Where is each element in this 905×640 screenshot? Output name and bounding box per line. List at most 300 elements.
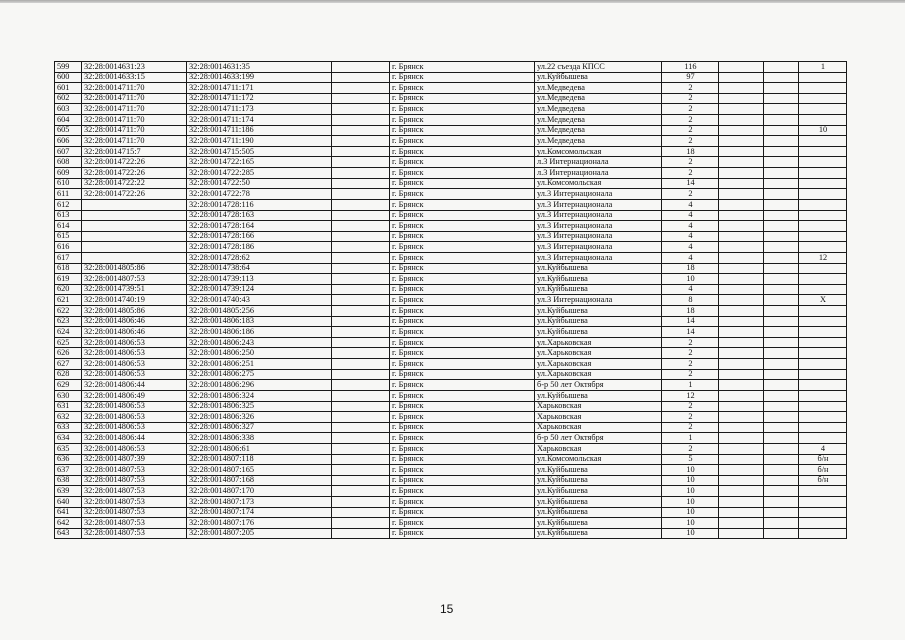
row-number-cell: 629 xyxy=(55,380,82,391)
city-cell: г. Брянск xyxy=(390,136,535,147)
empty-cell xyxy=(764,210,799,221)
table-row xyxy=(55,104,847,115)
empty-cell xyxy=(332,295,390,306)
house-number-cell: 4 xyxy=(662,199,719,210)
row-number-cell: 634 xyxy=(55,433,82,444)
row-number-cell: 620 xyxy=(55,284,82,295)
street-cell: л.3 Интернационала xyxy=(535,157,662,168)
note-cell xyxy=(799,189,847,200)
empty-cell xyxy=(764,125,799,136)
empty-cell xyxy=(719,210,764,221)
row-number-cell: 625 xyxy=(55,337,82,348)
table-row xyxy=(55,189,847,200)
empty-cell xyxy=(332,306,390,317)
street-cell: ул.Куйбышева xyxy=(535,465,662,476)
row-number-cell: 639 xyxy=(55,486,82,497)
note-cell xyxy=(799,390,847,401)
house-number-cell: 8 xyxy=(662,295,719,306)
note-cell xyxy=(799,433,847,444)
land-cadastral-number-cell: 32:28:0014806:53 xyxy=(82,348,187,359)
empty-cell xyxy=(332,199,390,210)
note-cell xyxy=(799,284,847,295)
empty-cell xyxy=(719,221,764,232)
object-cadastral-number-cell: 32:28:0014807:174 xyxy=(187,507,332,518)
note-cell xyxy=(799,274,847,285)
row-number-cell: 628 xyxy=(55,369,82,380)
land-cadastral-number-cell: 32:28:0014807:53 xyxy=(82,274,187,285)
empty-cell xyxy=(764,433,799,444)
land-cadastral-number-cell: 32:28:0014740:19 xyxy=(82,295,187,306)
row-number-cell: 611 xyxy=(55,189,82,200)
empty-cell xyxy=(719,422,764,433)
object-cadastral-number-cell: 32:28:0014806:186 xyxy=(187,327,332,338)
land-cadastral-number-cell: 32:28:0014711:70 xyxy=(82,93,187,104)
row-number-cell: 631 xyxy=(55,401,82,412)
land-cadastral-number-cell xyxy=(82,221,187,232)
empty-cell xyxy=(332,454,390,465)
object-cadastral-number-cell: 32:28:0014807:118 xyxy=(187,454,332,465)
land-cadastral-number-cell xyxy=(82,252,187,263)
row-number-cell: 603 xyxy=(55,104,82,115)
row-number-cell: 632 xyxy=(55,412,82,423)
table-row xyxy=(55,475,847,486)
row-number-cell: 614 xyxy=(55,221,82,232)
object-cadastral-number-cell: 32:28:0014711:190 xyxy=(187,136,332,147)
city-cell: г. Брянск xyxy=(390,242,535,253)
street-cell: ул.3 Интернационала xyxy=(535,210,662,221)
house-number-cell: 4 xyxy=(662,242,719,253)
row-number-cell: 643 xyxy=(55,528,82,539)
note-cell xyxy=(799,337,847,348)
note-cell xyxy=(799,199,847,210)
city-cell: г. Брянск xyxy=(390,443,535,454)
row-number-cell: 610 xyxy=(55,178,82,189)
street-cell: ул.Медведева xyxy=(535,83,662,94)
note-cell: 12 xyxy=(799,252,847,263)
object-cadastral-number-cell: 32:28:0014739:113 xyxy=(187,274,332,285)
empty-cell xyxy=(764,274,799,285)
city-cell: г. Брянск xyxy=(390,316,535,327)
empty-cell xyxy=(719,443,764,454)
street-cell: ул.Куйбышева xyxy=(535,390,662,401)
land-cadastral-number-cell: 32:28:0014806:53 xyxy=(82,337,187,348)
empty-cell xyxy=(719,454,764,465)
empty-cell xyxy=(764,306,799,317)
row-number-cell: 627 xyxy=(55,359,82,370)
city-cell: г. Брянск xyxy=(390,306,535,317)
house-number-cell: 12 xyxy=(662,390,719,401)
empty-cell xyxy=(764,528,799,539)
note-cell xyxy=(799,518,847,529)
empty-cell xyxy=(332,486,390,497)
street-cell: ул.Медведева xyxy=(535,93,662,104)
empty-cell xyxy=(764,199,799,210)
house-number-cell: 116 xyxy=(662,62,719,73)
land-cadastral-number-cell: 32:28:0014807:53 xyxy=(82,475,187,486)
empty-cell xyxy=(719,274,764,285)
empty-cell xyxy=(764,422,799,433)
table-row xyxy=(55,465,847,476)
empty-cell xyxy=(332,443,390,454)
street-cell: ул.Медведева xyxy=(535,125,662,136)
table-row xyxy=(55,136,847,147)
street-cell: ул.Куйбышева xyxy=(535,263,662,274)
street-cell: ул.Куйбышева xyxy=(535,496,662,507)
land-cadastral-number-cell: 32:28:0014805:86 xyxy=(82,306,187,317)
note-cell xyxy=(799,83,847,94)
row-number-cell: 636 xyxy=(55,454,82,465)
empty-cell xyxy=(719,72,764,83)
land-cadastral-number-cell: 32:28:0014806:46 xyxy=(82,327,187,338)
empty-cell xyxy=(332,115,390,126)
empty-cell xyxy=(332,327,390,338)
note-cell xyxy=(799,528,847,539)
house-number-cell: 2 xyxy=(662,412,719,423)
house-number-cell: 2 xyxy=(662,348,719,359)
land-cadastral-number-cell: 32:28:0014806:49 xyxy=(82,390,187,401)
land-cadastral-number-cell: 32:28:0014711:70 xyxy=(82,136,187,147)
street-cell: ул.Куйбышева xyxy=(535,475,662,486)
empty-cell xyxy=(719,295,764,306)
house-number-cell: 10 xyxy=(662,528,719,539)
city-cell: г. Брянск xyxy=(390,327,535,338)
object-cadastral-number-cell: 32:28:0014711:186 xyxy=(187,125,332,136)
house-number-cell: 18 xyxy=(662,263,719,274)
city-cell: г. Брянск xyxy=(390,369,535,380)
table-row xyxy=(55,359,847,370)
empty-cell xyxy=(332,263,390,274)
empty-cell xyxy=(332,125,390,136)
street-cell: ул.3 Интернационала xyxy=(535,199,662,210)
object-cadastral-number-cell: 32:28:0014807:168 xyxy=(187,475,332,486)
empty-cell xyxy=(719,168,764,179)
land-cadastral-number-cell: 32:28:0014722:26 xyxy=(82,189,187,200)
note-cell xyxy=(799,178,847,189)
empty-cell xyxy=(764,157,799,168)
empty-cell xyxy=(332,221,390,232)
street-cell: ул.3 Интернационала xyxy=(535,189,662,200)
object-cadastral-number-cell: 32:28:0014806:325 xyxy=(187,401,332,412)
street-cell: ул.Куйбышева xyxy=(535,72,662,83)
empty-cell xyxy=(764,72,799,83)
note-cell xyxy=(799,221,847,232)
table-row xyxy=(55,146,847,157)
empty-cell xyxy=(719,146,764,157)
row-number-cell: 612 xyxy=(55,199,82,210)
empty-cell xyxy=(719,369,764,380)
city-cell: г. Брянск xyxy=(390,263,535,274)
object-cadastral-number-cell: 32:28:0014722:285 xyxy=(187,168,332,179)
street-cell: ул.Харьковская xyxy=(535,369,662,380)
table-row xyxy=(55,496,847,507)
object-cadastral-number-cell: 32:28:0014807:173 xyxy=(187,496,332,507)
empty-cell xyxy=(764,475,799,486)
empty-cell xyxy=(764,486,799,497)
empty-cell xyxy=(332,104,390,115)
empty-cell xyxy=(332,83,390,94)
land-cadastral-number-cell: 32:28:0014722:26 xyxy=(82,157,187,168)
empty-cell xyxy=(719,528,764,539)
note-cell xyxy=(799,422,847,433)
city-cell: г. Брянск xyxy=(390,486,535,497)
house-number-cell: 2 xyxy=(662,443,719,454)
object-cadastral-number-cell: 32:28:0014806:326 xyxy=(187,412,332,423)
empty-cell xyxy=(764,104,799,115)
table-row xyxy=(55,316,847,327)
empty-cell xyxy=(764,443,799,454)
empty-cell xyxy=(764,93,799,104)
object-cadastral-number-cell: 32:28:0014740:43 xyxy=(187,295,332,306)
object-cadastral-number-cell: 32:28:0014711:172 xyxy=(187,93,332,104)
empty-cell xyxy=(764,178,799,189)
empty-cell xyxy=(719,518,764,529)
row-number-cell: 630 xyxy=(55,390,82,401)
empty-cell xyxy=(332,157,390,168)
table-row xyxy=(55,274,847,285)
object-cadastral-number-cell: 32:28:0014738:64 xyxy=(187,263,332,274)
object-cadastral-number-cell: 32:28:0014807:165 xyxy=(187,465,332,476)
empty-cell xyxy=(764,146,799,157)
row-number-cell: 623 xyxy=(55,316,82,327)
house-number-cell: 2 xyxy=(662,93,719,104)
row-number-cell: 642 xyxy=(55,518,82,529)
house-number-cell: 4 xyxy=(662,210,719,221)
empty-cell xyxy=(332,401,390,412)
note-cell xyxy=(799,507,847,518)
city-cell: г. Брянск xyxy=(390,189,535,200)
street-cell: ул.Куйбышева xyxy=(535,486,662,497)
street-cell: ул.Куйбышева xyxy=(535,327,662,338)
note-cell xyxy=(799,380,847,391)
empty-cell xyxy=(332,62,390,73)
city-cell: г. Брянск xyxy=(390,380,535,391)
empty-cell xyxy=(332,274,390,285)
note-cell xyxy=(799,412,847,423)
city-cell: г. Брянск xyxy=(390,168,535,179)
house-number-cell: 10 xyxy=(662,475,719,486)
house-number-cell: 14 xyxy=(662,178,719,189)
street-cell: ул.Медведева xyxy=(535,136,662,147)
object-cadastral-number-cell: 32:28:0014807:176 xyxy=(187,518,332,529)
object-cadastral-number-cell: 32:28:0014806:338 xyxy=(187,433,332,444)
city-cell: г. Брянск xyxy=(390,157,535,168)
note-cell xyxy=(799,359,847,370)
empty-cell xyxy=(332,348,390,359)
empty-cell xyxy=(719,475,764,486)
object-cadastral-number-cell: 32:28:0014805:256 xyxy=(187,306,332,317)
table-row xyxy=(55,422,847,433)
table-row xyxy=(55,157,847,168)
empty-cell xyxy=(719,401,764,412)
empty-cell xyxy=(332,465,390,476)
table-row xyxy=(55,518,847,529)
row-number-cell: 615 xyxy=(55,231,82,242)
house-number-cell: 4 xyxy=(662,252,719,263)
empty-cell xyxy=(719,93,764,104)
row-number-cell: 602 xyxy=(55,93,82,104)
city-cell: г. Брянск xyxy=(390,210,535,221)
row-number-cell: 606 xyxy=(55,136,82,147)
empty-cell xyxy=(764,252,799,263)
city-cell: г. Брянск xyxy=(390,146,535,157)
empty-cell xyxy=(764,507,799,518)
house-number-cell: 10 xyxy=(662,507,719,518)
city-cell: г. Брянск xyxy=(390,72,535,83)
object-cadastral-number-cell: 32:28:0014807:205 xyxy=(187,528,332,539)
street-cell: б-р 50 лет Октября xyxy=(535,380,662,391)
street-cell: ул.Харьковская xyxy=(535,348,662,359)
house-number-cell: 2 xyxy=(662,189,719,200)
land-cadastral-number-cell: 32:28:0014806:46 xyxy=(82,316,187,327)
house-number-cell: 4 xyxy=(662,231,719,242)
city-cell: г. Брянск xyxy=(390,475,535,486)
table-row xyxy=(55,412,847,423)
table-row xyxy=(55,210,847,221)
empty-cell xyxy=(332,136,390,147)
row-number-cell: 622 xyxy=(55,306,82,317)
empty-cell xyxy=(719,507,764,518)
street-cell: ул.Куйбышева xyxy=(535,528,662,539)
empty-cell xyxy=(764,390,799,401)
empty-cell xyxy=(719,486,764,497)
street-cell: б-р 50 лет Октября xyxy=(535,433,662,444)
house-number-cell: 1 xyxy=(662,433,719,444)
object-cadastral-number-cell: 32:28:0014711:171 xyxy=(187,83,332,94)
house-number-cell: 10 xyxy=(662,496,719,507)
house-number-cell: 18 xyxy=(662,146,719,157)
note-cell xyxy=(799,104,847,115)
row-number-cell: 637 xyxy=(55,465,82,476)
row-number-cell: 605 xyxy=(55,125,82,136)
row-number-cell: 599 xyxy=(55,62,82,73)
empty-cell xyxy=(764,454,799,465)
note-cell xyxy=(799,136,847,147)
empty-cell xyxy=(764,401,799,412)
note-cell xyxy=(799,146,847,157)
object-cadastral-number-cell: 32:28:0014728:164 xyxy=(187,221,332,232)
row-number-cell: 607 xyxy=(55,146,82,157)
street-cell: ул.Медведева xyxy=(535,104,662,115)
object-cadastral-number-cell: 32:28:0014633:199 xyxy=(187,72,332,83)
table-row xyxy=(55,486,847,497)
city-cell: г. Брянск xyxy=(390,284,535,295)
table-row xyxy=(55,83,847,94)
table-row xyxy=(55,115,847,126)
empty-cell xyxy=(764,242,799,253)
land-cadastral-number-cell: 32:28:0014807:39 xyxy=(82,454,187,465)
city-cell: г. Брянск xyxy=(390,337,535,348)
note-cell xyxy=(799,327,847,338)
empty-cell xyxy=(719,496,764,507)
note-cell xyxy=(799,242,847,253)
empty-cell xyxy=(719,157,764,168)
house-number-cell: 2 xyxy=(662,359,719,370)
object-cadastral-number-cell: 32:28:0014711:173 xyxy=(187,104,332,115)
street-cell: ул.Медведева xyxy=(535,115,662,126)
empty-cell xyxy=(719,390,764,401)
house-number-cell: 2 xyxy=(662,125,719,136)
note-cell xyxy=(799,348,847,359)
land-cadastral-number-cell: 32:28:0014633:15 xyxy=(82,72,187,83)
empty-cell xyxy=(719,327,764,338)
street-cell: ул.3 Интернационала xyxy=(535,252,662,263)
city-cell: г. Брянск xyxy=(390,359,535,370)
empty-cell xyxy=(764,369,799,380)
table-row xyxy=(55,454,847,465)
empty-cell xyxy=(764,168,799,179)
city-cell: г. Брянск xyxy=(390,115,535,126)
house-number-cell: 4 xyxy=(662,284,719,295)
note-cell xyxy=(799,231,847,242)
house-number-cell: 10 xyxy=(662,486,719,497)
empty-cell xyxy=(332,475,390,486)
empty-cell xyxy=(764,380,799,391)
empty-cell xyxy=(332,433,390,444)
land-cadastral-number-cell: 32:28:0014722:26 xyxy=(82,168,187,179)
object-cadastral-number-cell: 32:28:0014806:250 xyxy=(187,348,332,359)
street-cell: ул.Куйбышева xyxy=(535,518,662,529)
note-cell xyxy=(799,306,847,317)
city-cell: г. Брянск xyxy=(390,231,535,242)
house-number-cell: 2 xyxy=(662,401,719,412)
city-cell: г. Брянск xyxy=(390,422,535,433)
empty-cell xyxy=(332,210,390,221)
note-cell: X xyxy=(799,295,847,306)
note-cell: 1 xyxy=(799,62,847,73)
empty-cell xyxy=(332,178,390,189)
street-cell: Харьковская xyxy=(535,401,662,412)
object-cadastral-number-cell: 32:28:0014728:116 xyxy=(187,199,332,210)
empty-cell xyxy=(719,252,764,263)
empty-cell xyxy=(332,528,390,539)
table-row xyxy=(55,380,847,391)
empty-cell xyxy=(332,369,390,380)
table-row xyxy=(55,369,847,380)
empty-cell xyxy=(332,72,390,83)
house-number-cell: 2 xyxy=(662,115,719,126)
row-number-cell: 604 xyxy=(55,115,82,126)
empty-cell xyxy=(719,263,764,274)
house-number-cell: 18 xyxy=(662,306,719,317)
land-cadastral-number-cell: 32:28:0014715:7 xyxy=(82,146,187,157)
empty-cell xyxy=(764,496,799,507)
land-cadastral-number-cell xyxy=(82,231,187,242)
note-cell: 10 xyxy=(799,125,847,136)
empty-cell xyxy=(719,412,764,423)
empty-cell xyxy=(764,412,799,423)
empty-cell xyxy=(764,83,799,94)
table-row xyxy=(55,93,847,104)
table-row xyxy=(55,252,847,263)
street-cell: ул.Харьковская xyxy=(535,337,662,348)
register-body xyxy=(55,62,847,539)
empty-cell xyxy=(764,189,799,200)
city-cell: г. Брянск xyxy=(390,221,535,232)
street-cell: ул.Куйбышева xyxy=(535,274,662,285)
street-cell: Харьковская xyxy=(535,443,662,454)
land-cadastral-number-cell: 32:28:0014807:53 xyxy=(82,486,187,497)
object-cadastral-number-cell: 32:28:0014728:163 xyxy=(187,210,332,221)
row-number-cell: 633 xyxy=(55,422,82,433)
street-cell: ул.Комсомольская xyxy=(535,454,662,465)
scan-top-edge xyxy=(0,0,905,3)
empty-cell xyxy=(719,178,764,189)
empty-cell xyxy=(332,518,390,529)
note-cell: б/н xyxy=(799,475,847,486)
empty-cell xyxy=(719,380,764,391)
empty-cell xyxy=(332,496,390,507)
empty-cell xyxy=(764,284,799,295)
